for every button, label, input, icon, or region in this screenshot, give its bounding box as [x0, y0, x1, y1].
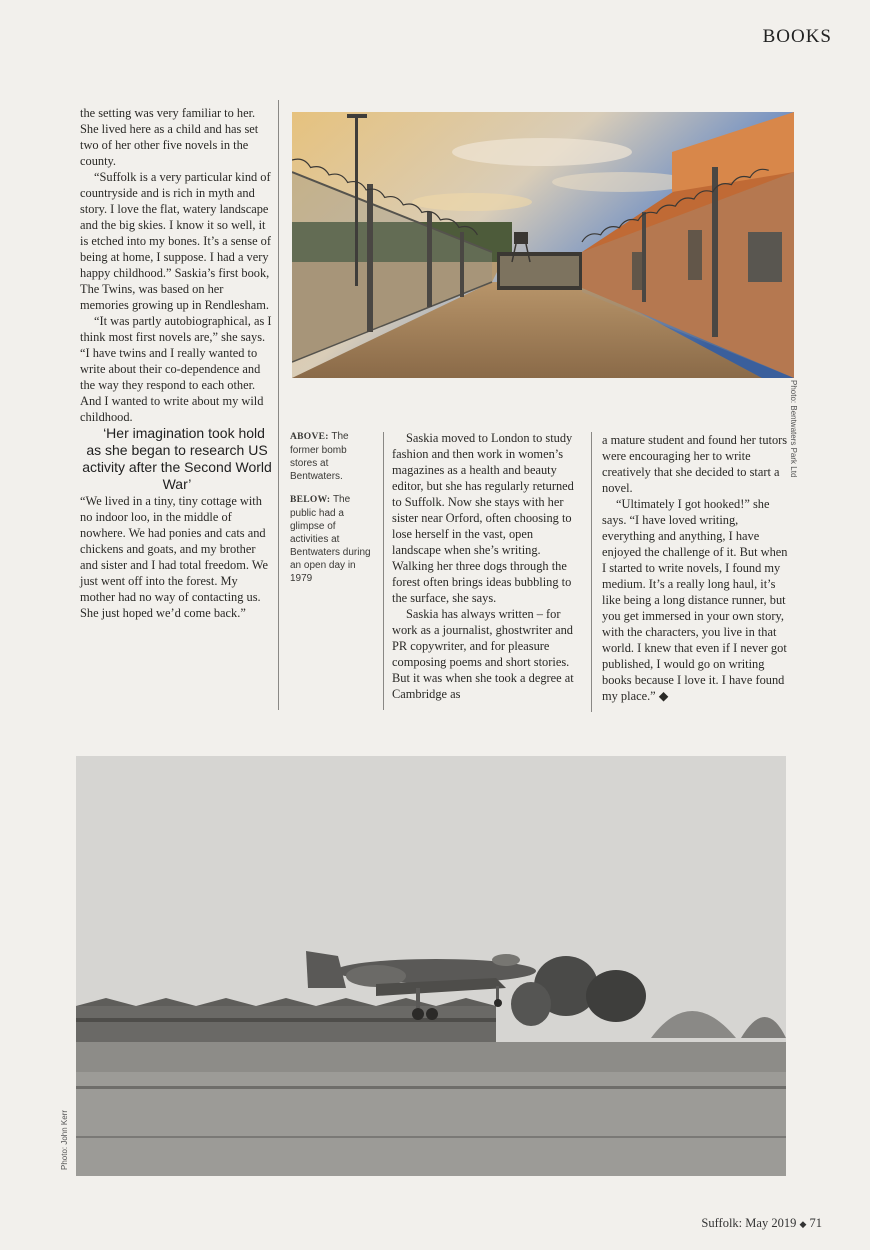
paragraph: “It was partly autobiographical, as I think most first novels are,” she says. “I have twins and I really wanted to write about their co-dependence and the way they respond to each other. And I wanted to write about my wild childhood.: [80, 314, 272, 424]
bottom-photo-credit: Photo: John Kerr: [60, 1109, 69, 1170]
top-photo-credit: Photo: Bentwaters Park Ltd: [789, 380, 798, 478]
caption-above: [290, 430, 376, 483]
paragraph: Saskia has always written – for work as a journalist, ghostwriter and PR copywriter, and for pleasure composing poems and short stories. But it was when she took a degree at Cambridge as: [392, 607, 574, 701]
caption-text: The former bomb stores at Bentwaters.: [290, 431, 349, 482]
paragraph: “Ultimately I got hooked!” she says. “I have loved writing, everything and anything, I have enjoyed the challenge of it. But when I started to write novels, I found my medium. It’s a really long haul, it’s like being a long distance runner, but you get immersed in your own story, with the characters, you live in that world. I knew that even if I never got published, I would go on writing books because I love it. I have found my place.” ◆: [602, 497, 788, 703]
pull-quote: ‘Her imagination took hold as she began to research US activity after the Second World War’: [82, 425, 272, 492]
page-number: 71: [809, 1216, 822, 1230]
caption-below: [290, 493, 376, 585]
caption-label: BELOW:: [290, 495, 331, 505]
paragraph: the setting was very familiar to her. She lived here as a child and has set two of her other five novels in the county.: [80, 106, 259, 168]
paragraph: a mature student and found her tutors were encouraging her to write creatively that she decided to start a novel.: [602, 433, 788, 495]
photo-captions: [290, 430, 376, 595]
magazine-issue: Suffolk: May 2019: [701, 1216, 797, 1230]
bomb-stores-photo: [292, 112, 794, 378]
column-divider: [591, 432, 592, 712]
article-column-3: [392, 430, 578, 702]
paragraph: Saskia moved to London to study fashion and then work in women’s magazines as a health and beauty editor, but she has regularly returned to Suffolk. Now she stays with her sister near Orford, often choosing to lose herself in the vast, open landscape when she’s writing. Walking her three dogs through the forest often brings ideas bubbling to the surface, she says.: [392, 431, 574, 605]
article-column-1: [80, 105, 274, 621]
paragraph: “We lived in a tiny, tiny cottage with no indoor loo, in the middle of nowhere. We had ponies and cats and chickens and goats, and my brother and sister and I had total freedom. We just went off into the forest. My mother had no way of contacting us. She just hoped we’d come back.”: [80, 494, 269, 620]
column-divider: [278, 100, 279, 710]
paragraph: “Suffolk is a very particular kind of countryside and is rich in myth and story. I love the flat, watery landscape and the big skies. I know it so well, it is etched into my bones. It’s a sense of being at home, I suppose. I had a very happy childhood.” Saskia’s first book, The Twins, was based on her memories growing up in Rendlesham.: [80, 170, 271, 312]
caption-label: ABOVE:: [290, 432, 329, 442]
caption-text: The public had a glimpse of activities at Bentwaters during an open day in 1979: [290, 494, 371, 584]
page-footer: [701, 1216, 822, 1231]
section-label: BOOKS: [762, 26, 832, 47]
diamond-icon: ◆: [799, 1219, 807, 1229]
aircraft-illustration: [76, 756, 786, 1176]
aircraft-photo: [76, 756, 786, 1176]
bomb-stores-illustration: [292, 112, 794, 378]
article-column-4: [602, 432, 792, 704]
column-divider: [383, 432, 384, 710]
